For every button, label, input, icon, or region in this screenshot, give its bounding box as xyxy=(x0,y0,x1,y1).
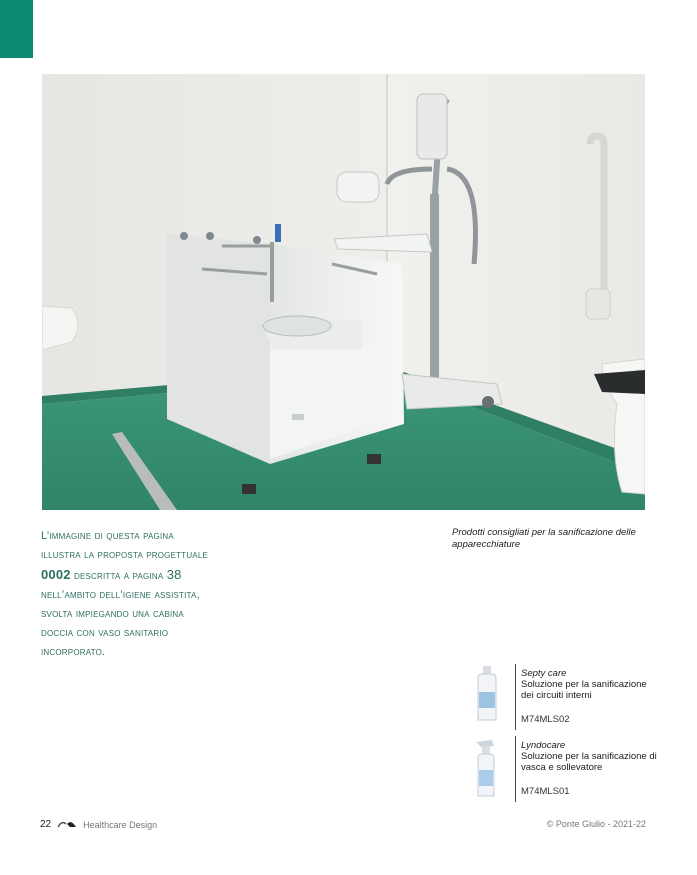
product-code: M74MLS01 xyxy=(521,786,570,797)
caption-line: incorporato. xyxy=(41,646,106,658)
project-code: 0002 xyxy=(41,567,71,582)
caption-line: descritta a pagina xyxy=(70,570,167,582)
recommended-products-heading: Prodotti consigliati per la sanificazione delle apparecchiature xyxy=(452,527,636,550)
ponte-giulio-logo-icon xyxy=(57,820,77,830)
product-divider xyxy=(515,736,516,802)
product-name: Septy care xyxy=(521,668,567,679)
page-reference: 38 xyxy=(166,567,182,582)
caption-line: L’immagine di questa pagina xyxy=(41,530,174,542)
caption-line: illustra la proposta progettuale xyxy=(41,549,209,561)
caption-line: nell’ambito dell’igiene assistita, xyxy=(41,589,200,601)
footer-left xyxy=(40,819,157,830)
caption-line: doccia con vaso sanitario xyxy=(41,627,169,639)
project-caption xyxy=(41,527,301,662)
product-code: M74MLS02 xyxy=(521,714,570,725)
product-divider xyxy=(515,664,516,730)
corner-accent-tab xyxy=(0,0,33,58)
product-name: Lyndocare xyxy=(521,740,566,751)
spray-bottle-icon xyxy=(468,736,508,868)
product-description: Soluzione per la sanificazione di vasca e sollevatore xyxy=(521,751,657,773)
product-description: Soluzione per la sanificazione dei circuiti interni xyxy=(521,679,647,701)
hero-image xyxy=(42,74,645,510)
product-card-lyndocare xyxy=(468,736,658,868)
caption-line: svolta impiegando una cabina xyxy=(41,608,184,620)
page-number: 22 xyxy=(40,819,52,830)
footer-section: Healthcare Design xyxy=(83,819,158,830)
footer-copyright: © Ponte Giulio - 2021-22 xyxy=(546,819,646,829)
